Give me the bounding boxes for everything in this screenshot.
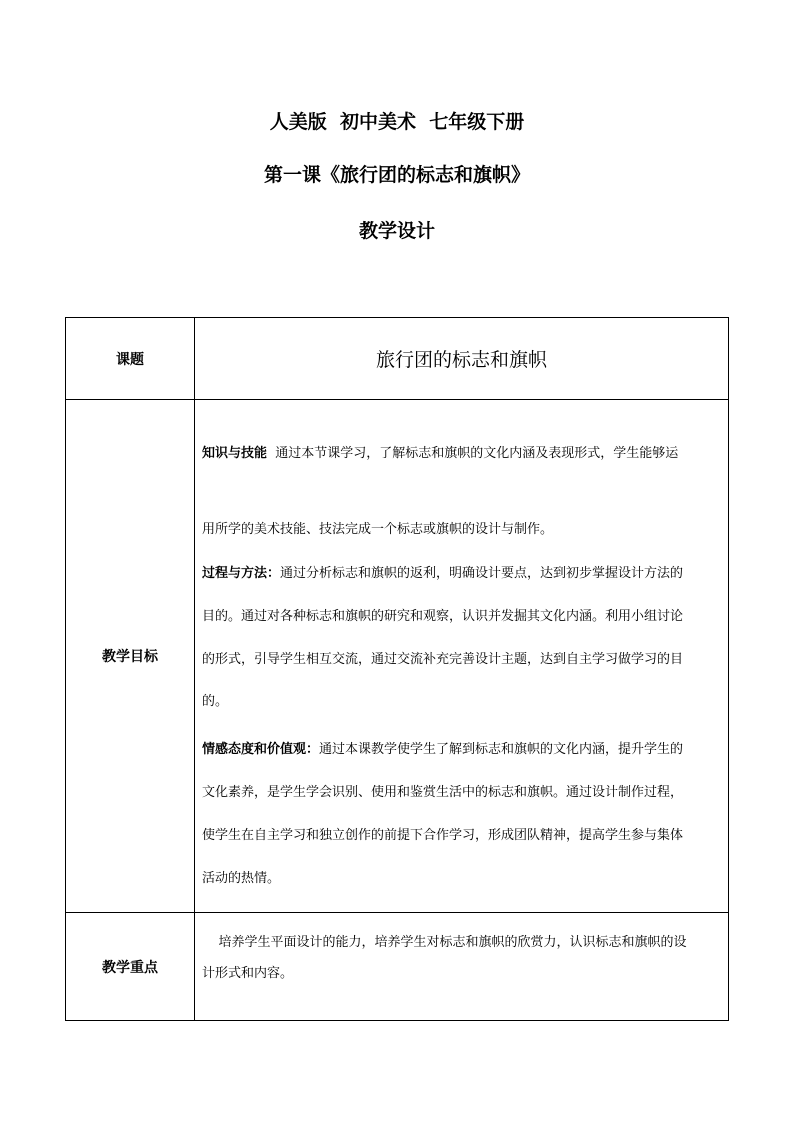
knowledge-text-2: 用所学的美术技能、技法完成一个标志或旗帜的设计与制作。 xyxy=(202,522,554,537)
topic-label: 课题 xyxy=(66,318,195,400)
knowledge-label: 知识与技能 xyxy=(202,446,268,461)
key-points-text-1: 培养学生平面设计的能力，培养学生对标志和旗帜的欣赏力，认识标志和旗帜的设 xyxy=(202,935,687,950)
emotion-text-4: 活动的热情。 xyxy=(202,871,281,886)
objectives-cell xyxy=(195,400,729,913)
document-title-lesson: 第一课《旅行团的标志和旗帜》 xyxy=(263,164,530,186)
document-title-line1: 人美版 初中美术 七年级下册 xyxy=(269,111,525,133)
process-text-3: 的形式，引导学生相互交流，通过交流补充完善设计主题，达到自主学习做学习的目 xyxy=(202,652,684,667)
lesson-plan-table xyxy=(65,317,729,1021)
emotion-paragraph-line1 xyxy=(202,738,683,757)
objectives-label: 教学目标 xyxy=(66,400,195,913)
topic-value: 旅行团的标志和旗帜 xyxy=(195,318,729,400)
knowledge-text-1: 通过本节课学习，了解标志和旗帜的文化内涵及表现形式，学生能够运 xyxy=(267,446,679,461)
key-points-label: 教学重点 xyxy=(66,913,195,1021)
document-title-design: 教学设计 xyxy=(358,220,435,242)
emotion-text-3: 使学生在自主学习和独立创作的前提下合作学习，形成团队精神，提高学生参与集体 xyxy=(202,828,684,843)
table-row-objectives xyxy=(66,400,729,913)
table-row-topic xyxy=(66,318,729,400)
process-label: 过程与方法： xyxy=(202,566,281,581)
emotion-text-1: 通过本课教学使学生了解到标志和旗帜的文化内涵，提升学生的 xyxy=(319,742,684,757)
emotion-text-2: 文化素养，是学生学会识别、使用和鉴赏生活中的标志和旗帜。通过设计制作过程， xyxy=(202,785,684,800)
process-text-1: 通过分析标志和旗帜的返利，明确设计要点，达到初步掌握设计方法的 xyxy=(280,566,684,581)
emotion-label: 情感态度和价值观： xyxy=(202,742,320,757)
process-text-2: 目的。通过对各种标志和旗帜的研究和观察，认识并发掘其文化内涵。利用小组讨论 xyxy=(202,609,684,624)
table-row-key-points xyxy=(66,913,729,1021)
key-points-text-2: 计形式和内容。 xyxy=(202,966,294,981)
key-points-cell xyxy=(195,913,729,1021)
process-paragraph-line1 xyxy=(202,562,683,581)
knowledge-paragraph-line1 xyxy=(202,442,678,461)
process-text-4: 的。 xyxy=(202,694,229,709)
